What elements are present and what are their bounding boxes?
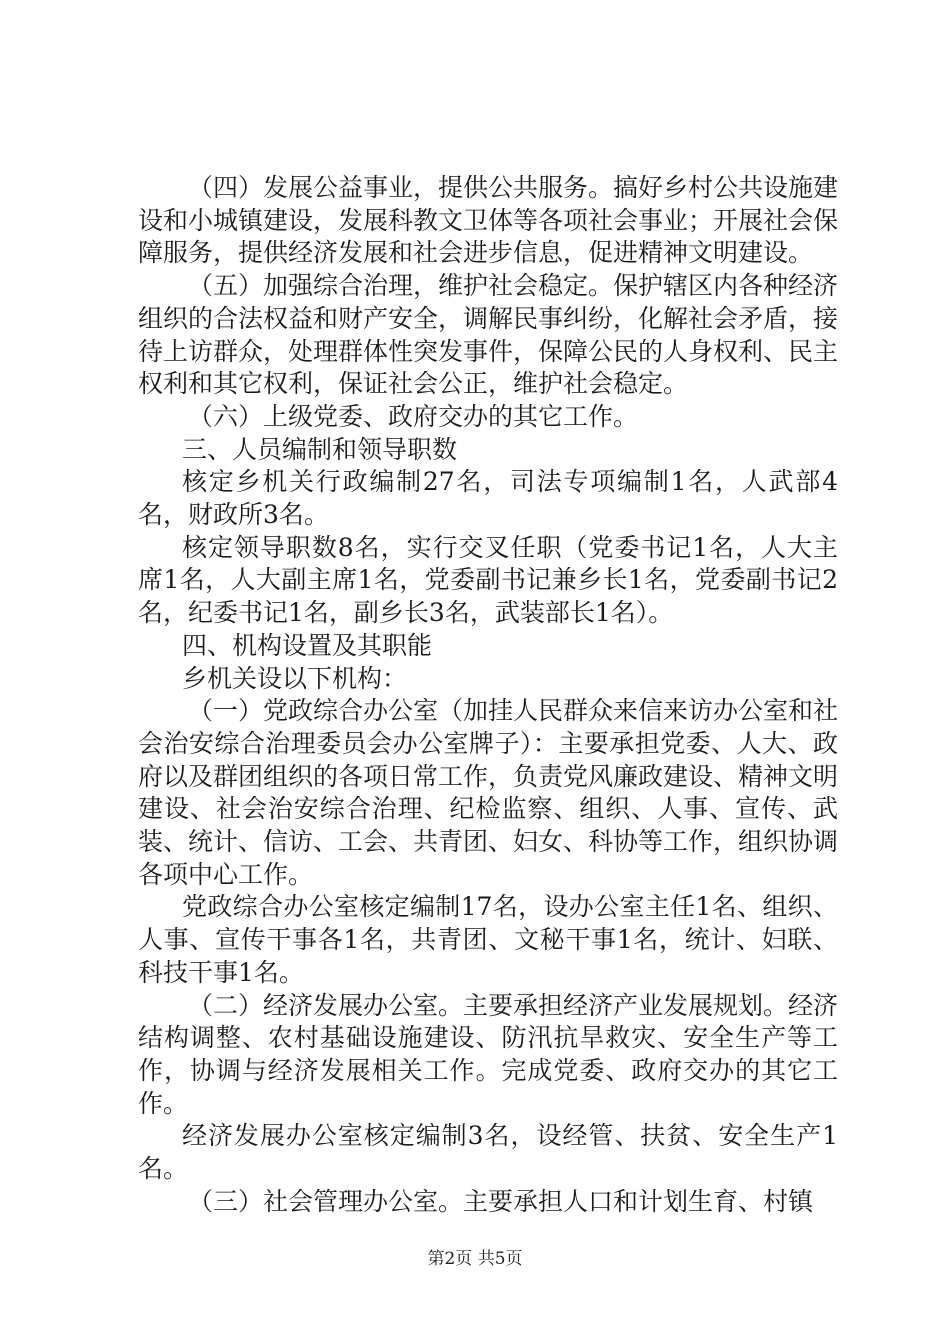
paragraph-section-6: （六）上级党委、政府交办的其它工作。	[188, 401, 639, 431]
paragraph-office-economic-quota: 经济发展办公室核定编制3名，设经管、扶贫、安全生产1名。	[138, 1121, 838, 1184]
paragraph-office-social: （三）社会管理办公室。主要承担人口和计划生育、村镇	[188, 1186, 814, 1216]
paragraph-section-4: （四）发展公益事业，提供公共服务。搞好乡村公共设施建设和小城镇建设，发展科教文卫体等各项社会事业；开展社会保障服务，提供经济发展和社会进步信息，促进精神文明建设。	[138, 173, 839, 268]
heading-institutions: 四、机构设置及其职能	[182, 630, 433, 660]
paragraph-office-general: （一）党政综合办公室（加挂人民群众来信来访办公室和社会治安综合治理委员会办公室牌子）：主要承担党委、人大、政府以及群团组织的各项日常工作，负责党风廉政建设、精神文明建设、社会治安综合治理、纪检监察、组织、人事、宣传、武装、统计、信访、工会、共青团、妇女、科协等工作，组织协调各项中心工作。	[138, 696, 839, 889]
heading-staffing: 三、人员编制和领导职数	[182, 434, 458, 464]
paragraph-leadership-quota: 核定领导职数8名，实行交叉任职（党委书记1名，人大主席1名，人大副主席1名，党委副书记兼乡长1名，党委副书记2名，纪委书记1名，副乡长3名，武装部长1名）。	[138, 532, 838, 628]
paragraph-section-5: （五）加强综合治理，维护社会稳定。保护辖区内各种经济组织的合法权益和财产安全，调解民事纠纷，化解社会矛盾，接待上访群众，处理群体性突发事件，保障公民的人身权利、民主权利和其它权利，保证社会公正，维护社会稳定。	[138, 271, 839, 399]
page-footer: 第2页 共5页	[427, 1249, 523, 1269]
paragraph-office-general-quota: 党政综合办公室核定编制17名，设办公室主任1名、组织、人事、宣传干事各1名，共青团、文秘干事1名，统计、妇联、科技干事1名。	[138, 892, 838, 987]
paragraph-institutions-intro: 乡机关设以下机构：	[182, 663, 408, 693]
paragraph-staff-quota: 核定乡机关行政编制27名，司法专项编制1名，人武部4名，财政所3名。	[138, 467, 838, 530]
paragraph-office-economic: （二）经济发展办公室。主要承担经济产业发展规划。经济结构调整、农村基础设施建设、防汛抗旱救灾、安全生产等工作，协调与经济发展相关工作。完成党委、政府交办的其它工作。	[138, 990, 839, 1118]
document-body	[138, 172, 838, 1219]
